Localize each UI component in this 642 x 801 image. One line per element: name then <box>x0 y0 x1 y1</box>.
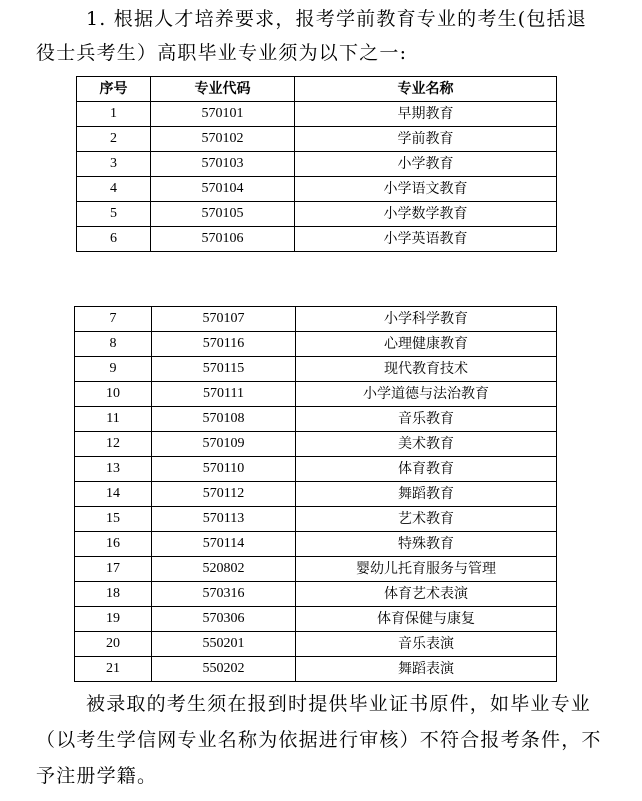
row-code-cell: 520802 <box>152 557 296 582</box>
row-seq-cell: 7 <box>75 307 152 332</box>
table-row <box>75 607 557 632</box>
row-name-cell: 学前教育 <box>295 127 557 152</box>
row-seq-cell: 5 <box>77 202 151 227</box>
table-row <box>75 507 557 532</box>
row-name-cell: 小学语文教育 <box>295 177 557 202</box>
outro-paragraph: 被录取的考生须在报到时提供毕业证书原件，如毕业专业（以考生学信网专业名称为依据进行审核）不符合报考条件，不予注册学籍。 <box>36 693 602 787</box>
row-code-cell: 570106 <box>151 227 295 252</box>
row-name-cell: 小学科学教育 <box>296 307 557 332</box>
row-name-cell: 艺术教育 <box>296 507 557 532</box>
table-row <box>75 482 557 507</box>
row-code-cell: 570103 <box>151 152 295 177</box>
row-seq-cell: 21 <box>75 657 152 682</box>
row-name-cell: 舞蹈表演 <box>296 657 557 682</box>
row-seq-cell: 19 <box>75 607 152 632</box>
header-seq: 序号 <box>77 77 151 102</box>
table-row <box>75 457 557 482</box>
row-name-cell: 特殊教育 <box>296 532 557 557</box>
table-row <box>77 102 557 127</box>
row-seq-cell: 4 <box>77 177 151 202</box>
row-name-cell: 舞蹈教育 <box>296 482 557 507</box>
row-name-cell: 心理健康教育 <box>296 332 557 357</box>
table-row <box>77 227 557 252</box>
row-code-cell: 570306 <box>152 607 296 632</box>
row-name-cell: 早期教育 <box>295 102 557 127</box>
table-header-row <box>77 77 557 102</box>
row-seq-cell: 14 <box>75 482 152 507</box>
row-seq-cell: 11 <box>75 407 152 432</box>
row-seq-cell: 13 <box>75 457 152 482</box>
row-seq-cell: 18 <box>75 582 152 607</box>
row-code-cell: 550202 <box>152 657 296 682</box>
row-seq-cell: 12 <box>75 432 152 457</box>
row-name-cell: 音乐表演 <box>296 632 557 657</box>
table-row <box>75 632 557 657</box>
row-seq-cell: 3 <box>77 152 151 177</box>
major-table-part2 <box>74 306 557 682</box>
row-code-cell: 570113 <box>152 507 296 532</box>
row-seq-cell: 2 <box>77 127 151 152</box>
table-row <box>75 557 557 582</box>
row-code-cell: 570105 <box>151 202 295 227</box>
table-row <box>75 332 557 357</box>
row-seq-cell: 16 <box>75 532 152 557</box>
row-name-cell: 小学英语教育 <box>295 227 557 252</box>
table-row <box>77 202 557 227</box>
row-code-cell: 570112 <box>152 482 296 507</box>
table-row <box>75 582 557 607</box>
row-name-cell: 美术教育 <box>296 432 557 457</box>
table-row <box>75 382 557 407</box>
row-seq-cell: 1 <box>77 102 151 127</box>
table-row <box>77 127 557 152</box>
row-name-cell: 体育保健与康复 <box>296 607 557 632</box>
row-name-cell: 小学教育 <box>295 152 557 177</box>
major-table-part1 <box>76 76 557 252</box>
row-name-cell: 体育艺术表演 <box>296 582 557 607</box>
table-row <box>75 307 557 332</box>
table-row <box>75 657 557 682</box>
header-name: 专业名称 <box>295 77 557 102</box>
row-seq-cell: 10 <box>75 382 152 407</box>
row-seq-cell: 15 <box>75 507 152 532</box>
row-code-cell: 550201 <box>152 632 296 657</box>
row-seq-cell: 20 <box>75 632 152 657</box>
row-name-cell: 体育教育 <box>296 457 557 482</box>
row-code-cell: 570111 <box>152 382 296 407</box>
row-code-cell: 570116 <box>152 332 296 357</box>
row-code-cell: 570104 <box>151 177 295 202</box>
table-row <box>75 532 557 557</box>
table-row <box>77 177 557 202</box>
row-seq-cell: 17 <box>75 557 152 582</box>
row-code-cell: 570108 <box>152 407 296 432</box>
row-code-cell: 570101 <box>151 102 295 127</box>
row-code-cell: 570316 <box>152 582 296 607</box>
row-code-cell: 570114 <box>152 532 296 557</box>
row-seq-cell: 6 <box>77 227 151 252</box>
table-row <box>75 407 557 432</box>
row-code-cell: 570115 <box>152 357 296 382</box>
row-code-cell: 570107 <box>152 307 296 332</box>
row-seq-cell: 9 <box>75 357 152 382</box>
row-name-cell: 音乐教育 <box>296 407 557 432</box>
row-code-cell: 570110 <box>152 457 296 482</box>
row-seq-cell: 8 <box>75 332 152 357</box>
row-name-cell: 小学数学教育 <box>295 202 557 227</box>
table-row <box>77 152 557 177</box>
intro-paragraph: 1. 根据人才培养要求，报考学前教育专业的考生(包括退役士兵考生）高职毕业专业须为以下之一: <box>36 8 587 64</box>
table-row <box>75 357 557 382</box>
row-name-cell: 小学道德与法治教育 <box>296 382 557 407</box>
row-name-cell: 婴幼儿托育服务与管理 <box>296 557 557 582</box>
table-row <box>75 432 557 457</box>
header-code: 专业代码 <box>151 77 295 102</box>
row-name-cell: 现代教育技术 <box>296 357 557 382</box>
row-code-cell: 570109 <box>152 432 296 457</box>
row-code-cell: 570102 <box>151 127 295 152</box>
